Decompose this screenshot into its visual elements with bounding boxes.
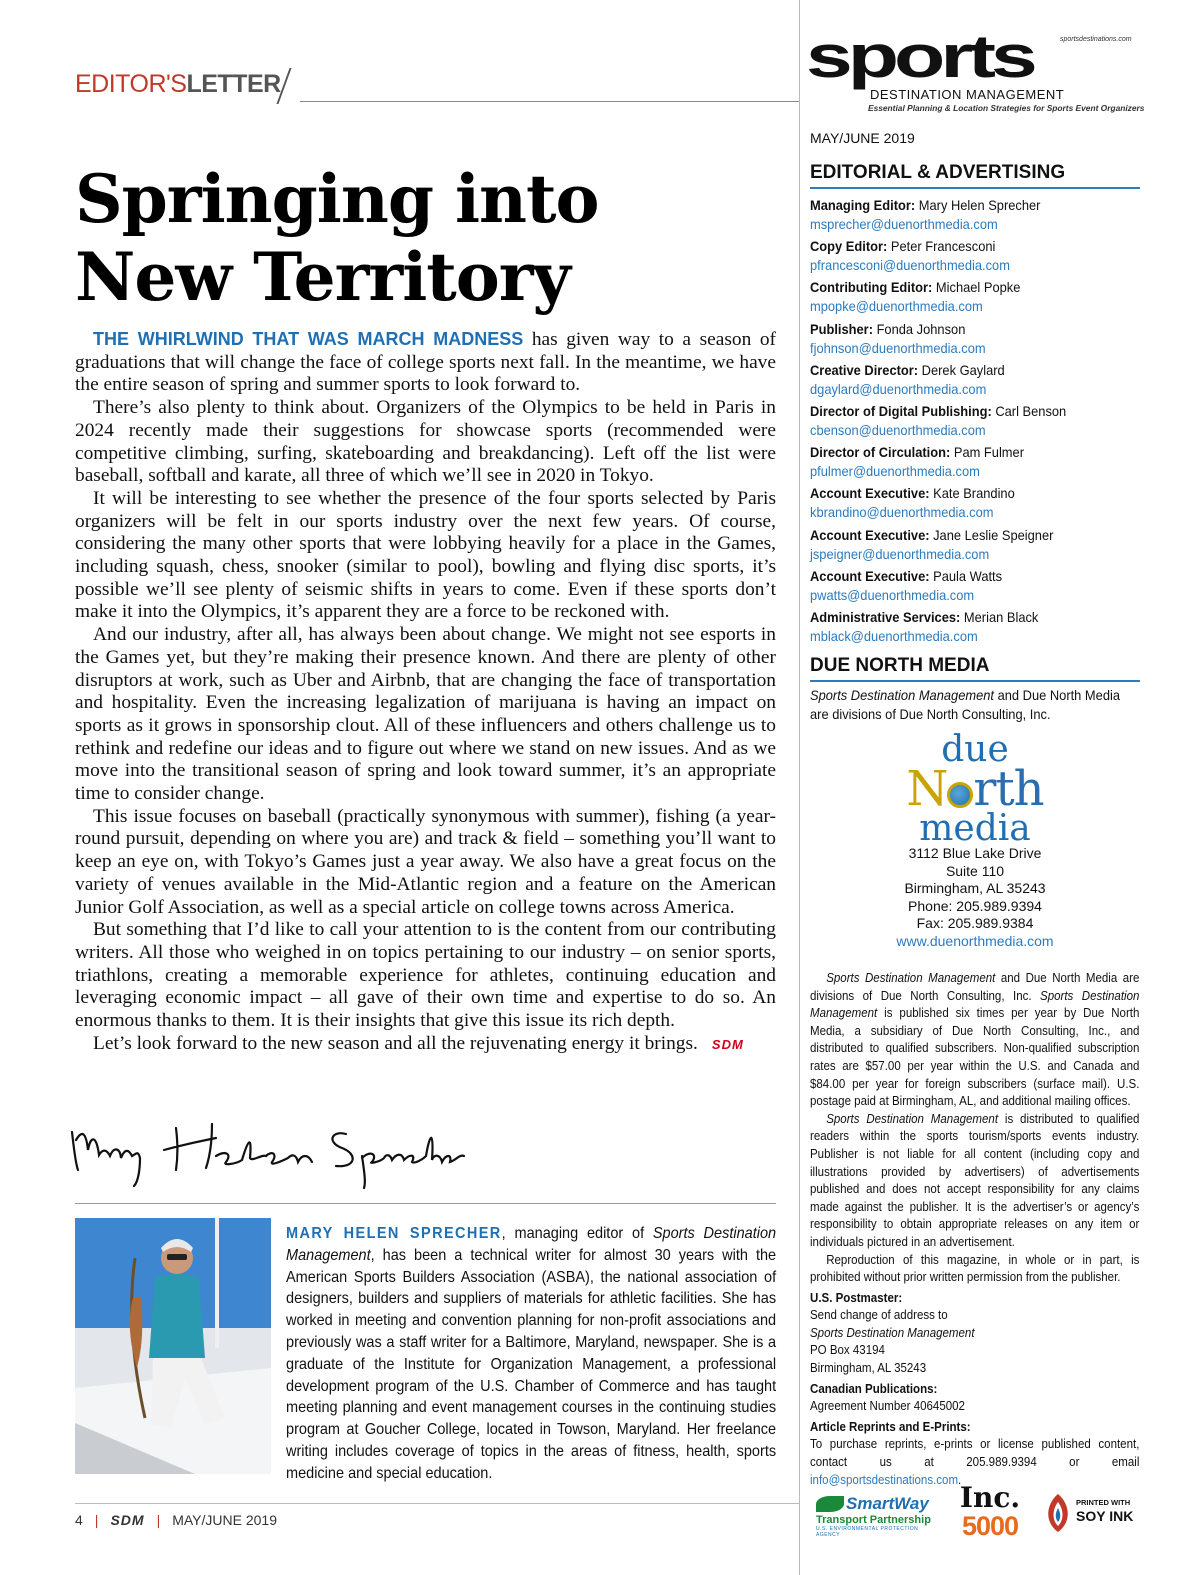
footer-separator: | — [156, 1512, 161, 1528]
staff-role: Account Executive: — [810, 567, 930, 584]
duenorth-section — [810, 655, 1140, 682]
staff-role-line — [810, 361, 1139, 380]
staff-name: Michael Popke — [932, 279, 1021, 296]
staff-name: Mary Helen Sprecher — [915, 197, 1041, 213]
bio-text: , managing editor of — [501, 1225, 653, 1242]
publication-name: Sports Destination Management — [286, 1225, 777, 1264]
staff-role: Director of Digital Publishing: — [810, 402, 992, 419]
staff-name: Pam Fulmer — [950, 444, 1024, 461]
logo-rest: rth — [973, 761, 1044, 817]
staff-role-line — [810, 443, 1139, 462]
staff-entry — [810, 484, 1139, 522]
soy-line1: PRINTED WITH — [1076, 1498, 1131, 1507]
company-address — [870, 845, 1080, 951]
staff-entry — [810, 196, 1139, 234]
paragraph: It will be interesting to see whether the presence of the four sports selected by Paris organizers will be felt in our sports industry over the next few years. Of course, considering the many other sports that were lobbying heavily for a place in the Games, including squash, chess, snooker (similar to pool), bowling and flying disc sports, it’s possible we’ll see plenty of seismic shifts in years to come. Even if these sports don’t make it into the Olympics, it’s apparent they are a force to be reckoned with. — [75, 487, 776, 623]
legal-text: is distributed to qualified readers within the sports tourism/sports events industry. Publisher is not liable for all content (including copy and illustrations provided by advertisers) of advertisements published and does not accept responsibility for any claims made against the publisher. It is the advertiser’s or agency’s responsibility to obtain appropriate releases on any item or individuals pictured in an advertisement. — [810, 1110, 1140, 1249]
smartway-title: SmartWay — [846, 1494, 929, 1513]
paragraph: But something that I’d like to call your attention to is the content from our contributing writers. All those who weighed in on topics pertaining to our industry – on senior sports, triathlons, creating a memorable experience for athletes, continuing education and leveraging economic impact – all gave of their own time and expertise to do so. An enormous thanks to them. It is their insights that give this issue its rich depth. — [75, 919, 776, 1032]
paragraph-text: Let’s look forward to the new season and all the rejuvenating energy it brings. — [93, 1032, 698, 1054]
duenorth-note — [810, 686, 1140, 724]
legal-notice — [810, 969, 1140, 1488]
address-line: Birmingham, AL 35243 — [904, 880, 1046, 897]
reprints-body: To purchase reprints, e-prints or license published content, contact us at 205.989.9394 or email — [810, 1436, 1140, 1470]
editorial-section — [810, 162, 1140, 189]
paragraph: This issue focuses on baseball (practically synonymous with summer), fishing (a year-round pursuit, depending on where you are) and track & field – something you’ll want to keep an eye on, with Tokyo’s Games just a year away. We also have a great focus on the variety of venues available in the Mid-Atlantic region and a feature on the American Junior Golf Association, as well as a special article on college towns across America. — [75, 805, 776, 918]
signature-text: Mary Helen Sprecher — [66, 1110, 75, 1111]
paragraph: There’s also plenty to think about. Organizers of the Olympics to be held in Paris in 2024 recently made their suggestions for showcase sports (recommended were competitive climbing, surfing, skateboarding and breakdancing). Left off the list were baseball, softball and karate, all three of which we’ll see in 2020 in Tokyo. — [75, 397, 776, 487]
masthead-url: sportsdestinations.com — [1060, 36, 1132, 43]
legal-paragraph — [810, 1110, 1139, 1251]
staff-email[interactable]: pwatts@duenorthmedia.com — [810, 586, 975, 603]
masthead-logo: sports — [806, 22, 1033, 91]
logo-line: due — [941, 729, 1009, 770]
staff-role: Administrative Services: — [810, 608, 961, 625]
staff-role-line — [810, 608, 1139, 627]
soy-leaf-icon — [1042, 1492, 1074, 1534]
staff-name: Kate Brandino — [929, 485, 1015, 502]
bio-divider — [75, 1203, 776, 1204]
reprints-email[interactable]: info@sportsdestinations.com — [810, 1471, 959, 1487]
staff-name: Jane Leslie Speigner — [929, 526, 1054, 543]
publication-name: Sports Destination Management — [826, 970, 996, 985]
staff-entry — [810, 361, 1139, 399]
staff-entry — [810, 526, 1139, 564]
page-title — [75, 160, 775, 316]
smartway-leaf-icon — [816, 1496, 844, 1512]
staff-role: Managing Editor: — [810, 197, 916, 213]
page-number: 4 — [75, 1512, 83, 1528]
address-line: 3112 Blue Lake Drive — [908, 845, 1042, 861]
staff-role-line — [810, 320, 1139, 339]
publication-name: Sports Destination Management — [810, 687, 994, 703]
masthead-tagline: Essential Planning & Location Strategies for Sports Event Organizers — [868, 103, 1145, 113]
footer-sdm: SDM — [110, 1512, 145, 1528]
website-link[interactable]: www.duenorthmedia.com — [896, 932, 1054, 949]
staff-entries — [810, 196, 1139, 646]
staff-name: Carl Benson — [991, 402, 1067, 419]
address-line: Suite 110 — [945, 862, 1005, 879]
column-divider — [799, 0, 800, 1575]
staff-email[interactable]: mpopke@duenorthmedia.com — [810, 298, 983, 315]
publication-name: Sports Destination Management — [810, 1324, 975, 1340]
staff-email[interactable]: msprecher@duenorthmedia.com — [810, 216, 998, 232]
staff-entry — [810, 567, 1139, 605]
staff-role-line — [810, 402, 1139, 421]
section-label-bold: LETTER — [186, 70, 281, 98]
staff-name: Merian Black — [960, 608, 1039, 625]
soy-line2: SOY INK — [1076, 1508, 1134, 1524]
legal-inner — [810, 969, 1139, 1488]
postmaster-line: Send change of address to — [810, 1307, 948, 1323]
legal-paragraph: Reproduction of this magazine, in whole or in part, is prohibited without prior written permission from the publisher. — [810, 1251, 1140, 1285]
staff-role: Account Executive: — [810, 485, 930, 502]
staff-email[interactable]: mblack@duenorthmedia.com — [810, 627, 978, 644]
canadian-text: Agreement Number 40645002 — [810, 1398, 965, 1414]
staff-role-line — [810, 567, 1139, 586]
postmaster-line: PO Box 43194 — [810, 1342, 885, 1358]
duenorth-logo — [895, 729, 1055, 849]
staff-role-line — [810, 484, 1139, 503]
staff-role-line — [810, 278, 1139, 297]
badges — [812, 1481, 1142, 1544]
staff-email[interactable]: dgaylard@duenorthmedia.com — [810, 380, 987, 397]
staff-entry — [810, 278, 1139, 316]
staff-list — [810, 196, 1140, 649]
staff-email[interactable]: kbrandino@duenorthmedia.com — [810, 504, 994, 521]
staff-name: Fonda Johnson — [872, 320, 966, 337]
logo-line: media — [919, 808, 1031, 849]
reprints-heading: Article Reprints and E-Prints: — [810, 1418, 971, 1434]
staff-email[interactable]: fjohnson@duenorthmedia.com — [810, 339, 986, 356]
staff-role: Publisher: — [810, 320, 873, 337]
inc5000-badge — [950, 1481, 1030, 1541]
staff-email[interactable]: pfrancesconi@duenorthmedia.com — [810, 257, 1010, 274]
publication-name: Sports Destination Management — [810, 987, 1140, 1021]
lead-in: THE WHIRLWIND THAT WAS MARCH MADNESS — [93, 329, 524, 349]
section-label — [75, 70, 281, 99]
logo-n: N — [906, 761, 948, 817]
paragraph-text: has given way to a season of graduations that will change the face of college sports next fall. In the meantime, we have the entire season of spring and summer sports to look forward to. — [75, 329, 776, 396]
author-photo — [75, 1218, 271, 1474]
smartway-sub: Transport Partnership — [816, 1514, 931, 1526]
footer-separator: | — [94, 1512, 99, 1528]
address-line: Fax: 205.989.9384 — [916, 915, 1034, 932]
footer-rule — [75, 1503, 799, 1504]
issue-date: MAY/JUNE 2019 — [810, 130, 915, 146]
staff-email[interactable]: jspeigner@duenorthmedia.com — [810, 545, 990, 562]
address-line: Phone: 205.989.9394 — [908, 897, 1042, 914]
staff-name: Derek Gaylard — [918, 361, 1005, 378]
staff-entry — [810, 443, 1139, 481]
staff-role: Director of Circulation: — [810, 444, 951, 461]
inc-title: Inc. — [959, 1481, 1021, 1514]
paragraph — [75, 328, 776, 397]
staff-role-line — [810, 196, 1139, 215]
staff-entry — [810, 402, 1139, 440]
legal-text: is published six times per year by Due North Media, a subsidiary of Due North Consulting, Inc., and distributed to qualified subscribers. Non-qualified subscription rates are $57.00 per year within the U.S. and Canada and $84.00 per year for foreign subscribers (surface mail). U.S. postage paid at Birmingham, AL, and additional mailing offices. — [810, 1005, 1140, 1109]
staff-role: Creative Director: — [810, 361, 919, 378]
publication-name: Sports Destination Management — [826, 1110, 999, 1126]
soy-ink-badge — [1042, 1492, 1138, 1536]
staff-role-line — [810, 237, 1139, 256]
title-line: Springing into — [75, 160, 599, 238]
header-rule — [300, 101, 799, 102]
staff-role: Account Executive: — [810, 526, 930, 543]
masthead-subtitle: DESTINATION MANAGEMENT — [870, 87, 1065, 102]
logo-line — [895, 761, 1055, 817]
staff-entry — [810, 608, 1139, 646]
end-mark: SDM — [711, 1036, 744, 1052]
staff-email[interactable]: pfulmer@duenorthmedia.com — [810, 463, 980, 480]
compass-icon — [947, 782, 973, 808]
inc-number: 5000 — [961, 1511, 1019, 1541]
legal-paragraph — [810, 969, 1139, 1110]
legal-text: and Due North Media are divisions of Due North Consulting, Inc. — [810, 970, 1140, 1003]
postmaster-line: Birmingham, AL 35243 — [810, 1360, 927, 1376]
reprints-end: . — [958, 1471, 962, 1487]
bio-text: , has been a technical writer for almost 30 years with the American Sports Builders Association (ASBA), the national association of designers, builders and suppliers of materials for athletic facilities. She has worked in meeting and convention planning for non-profit associations and previously was a staff writer for a Baltimore, Maryland, newspaper. She is a graduate of the Institute for Organization Management, a professional development program of the U.S. Chamber of Commerce and has taught meeting planning and event management courses in the continuing studies program at Goucher College, located in Towson, Maryland. Her freelance writing includes coverage of topics in the areas of fitness, health, sports medicine and special education. — [286, 1246, 777, 1482]
signature — [66, 1110, 466, 1190]
footer-issue: MAY/JUNE 2019 — [172, 1512, 277, 1528]
postmaster-line — [810, 1324, 1139, 1342]
article-body — [75, 328, 776, 1057]
postmaster-heading: U.S. Postmaster: — [810, 1289, 903, 1305]
staff-role-line — [810, 526, 1139, 545]
author-bio — [286, 1223, 776, 1485]
staff-entry — [810, 237, 1139, 275]
smartway-badge — [812, 1494, 937, 1538]
staff-role: Contributing Editor: — [810, 279, 933, 296]
section-title: EDITORIAL & ADVERTISING — [810, 162, 1140, 189]
author-name: MARY HELEN SPRECHER — [286, 1225, 502, 1242]
title-line: New Territory — [75, 238, 570, 316]
note-text: and Due North Media are divisions of Due North Consulting, Inc. — [810, 687, 1121, 722]
section-title: DUE NORTH MEDIA — [810, 655, 1140, 682]
staff-role: Copy Editor: — [810, 238, 888, 255]
paragraph: And our industry, after all, has always been about change. We might not see esports in the Games yet, but they’re making their presence known. And there are plenty of other disruptors at work, such as Uber and Airbnb, that are changing the face of transportation and hospitality. Even the increasing legalization of marijuana is having an impact on sports as it grows in sponsorship clout. All of these influencers and others challenge us to rethink and redefine our ideas and to figure out where we stand on new issues. And as we move into the transitional season of spring and look toward summer, it’s an appropriate time to consider change. — [75, 624, 776, 805]
smartway-agency: U.S. ENVIRONMENTAL PROTECTION AGENCY — [816, 1526, 919, 1538]
paragraph — [75, 1033, 776, 1057]
staff-name: Paula Watts — [929, 567, 1003, 584]
page-footer — [75, 1512, 277, 1528]
staff-entry — [810, 320, 1139, 358]
canadian-heading: Canadian Publications: — [810, 1380, 938, 1396]
staff-name: Peter Francesconi — [887, 238, 996, 255]
section-label-thin: EDITOR'S — [75, 70, 187, 98]
staff-email[interactable]: cbenson@duenorthmedia.com — [810, 421, 986, 438]
duenorth-note-text — [810, 686, 1139, 724]
